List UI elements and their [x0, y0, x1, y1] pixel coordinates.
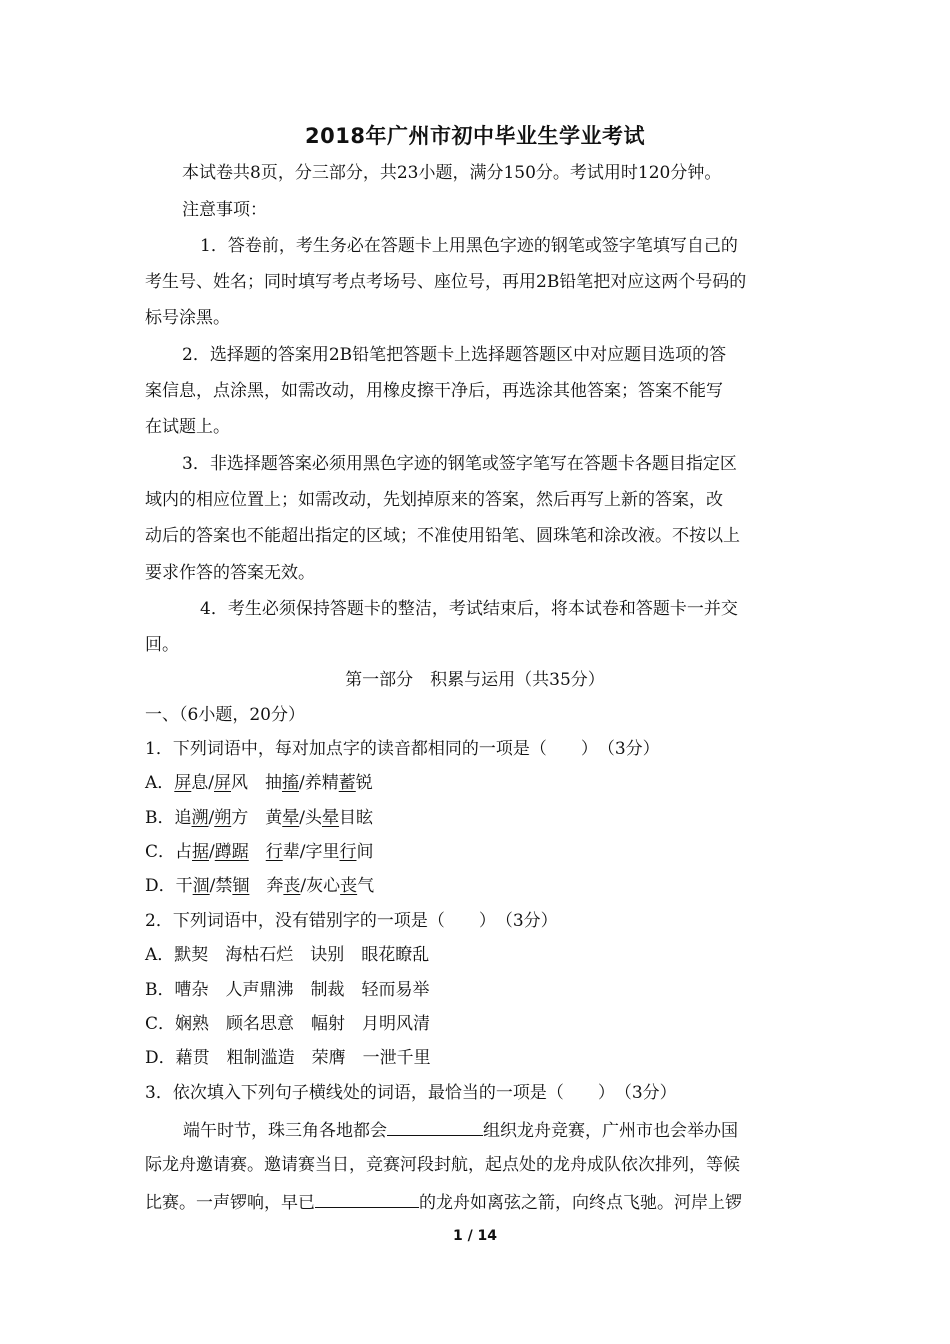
q2-option-b: B．嘈杂 人声鼎沸 制裁 轻而易举 — [145, 980, 430, 1000]
marked-char: 行 — [265, 842, 283, 862]
text: 方 黄 — [231, 808, 283, 828]
text: 比赛。一声锣响，早已 — [145, 1193, 315, 1213]
q1-option-b — [145, 806, 373, 830]
text: /头 — [299, 808, 322, 828]
note-4-line-1: 4．考生必须保持答题卡的整洁，考试结束后，将本试卷和答题卡一并交 — [200, 599, 738, 619]
note-1-line-1: 1．答卷前，考生务必在答题卡上用黑色字迹的钢笔或签字笔填写自己的 — [200, 236, 738, 256]
text: 端午时节，珠三角各地都会 — [183, 1121, 387, 1141]
q2-option-c: C．娴熟 顾名思意 幅射 月明风清 — [145, 1014, 431, 1034]
text: 锐 — [355, 773, 373, 793]
marked-char: 丧 — [340, 876, 358, 896]
marked-char: 锢 — [232, 876, 250, 896]
marked-char: 朔 — [214, 808, 232, 828]
marked-char: 蹲踞 — [214, 842, 249, 862]
text: 息/ — [191, 773, 215, 793]
marked-char: 行 — [339, 842, 357, 862]
fill-in-blank — [387, 1117, 483, 1136]
q2-option-a: A．默契 海枯石烂 诀别 眼花瞭乱 — [145, 945, 430, 965]
document-title: 2018年广州市初中毕业生学业考试 — [305, 124, 645, 148]
marked-char: 晕 — [321, 808, 339, 828]
section1-heading: 一、（6小题，20分） — [145, 705, 305, 725]
text: 间 — [356, 842, 374, 862]
text: D．干 — [145, 876, 193, 896]
text: /养精 — [299, 773, 339, 793]
q1-option-c — [145, 840, 373, 864]
intro-text: 本试卷共8页，分三部分，共23小题，满分150分。考试用时120分钟。 — [182, 163, 722, 183]
marked-char: 屏 — [214, 773, 232, 793]
note-2-line-3: 在试题上。 — [145, 417, 230, 437]
notice-heading: 注意事项： — [182, 200, 267, 220]
text: / — [208, 808, 215, 828]
text: 的龙舟如离弦之箭，向终点飞驰。河岸上锣 — [419, 1193, 742, 1213]
text: /灰心 — [300, 876, 341, 896]
note-3-line-4: 要求作答的答案无效。 — [145, 563, 315, 583]
text: 组织龙舟竞赛，广州市也会举办国 — [483, 1121, 738, 1141]
text: B．追 — [145, 808, 192, 828]
marked-char: 溯 — [191, 808, 209, 828]
marked-char: 晕 — [282, 808, 300, 828]
q3-passage-line-2: 际龙舟邀请赛。邀请赛当日，竞赛河段封航，起点处的龙舟成队依次排列，等候 — [145, 1155, 740, 1175]
fill-in-blank — [315, 1189, 419, 1208]
q1-option-d — [145, 874, 374, 898]
note-3-line-2: 域内的相应位置上；如需改动，先划掉原来的答案，然后再写上新的答案，改 — [145, 490, 723, 510]
text — [249, 842, 266, 862]
q1-option-a — [145, 771, 373, 795]
marked-char: 据 — [192, 842, 210, 862]
note-4-line-2: 回。 — [145, 635, 179, 655]
text: /禁 — [209, 876, 233, 896]
q2-stem: 2．下列词语中，没有错别字的一项是（ ） （3分） — [145, 911, 558, 931]
marked-char: 丧 — [283, 876, 301, 896]
text: 目眩 — [338, 808, 373, 828]
note-3-line-1: 3．非选择题答案必须用黑色字迹的钢笔或签字笔写在答题卡各题目指定区 — [182, 454, 737, 474]
q3-passage-line-1 — [183, 1117, 738, 1143]
q2-option-d: D．藉贯 粗制滥造 荣膺 一泄千里 — [145, 1048, 431, 1068]
note-3-line-3: 动后的答案也不能超出指定的区域；不准使用铅笔、圆珠笔和涂改液。不按以上 — [145, 526, 740, 546]
marked-char: 蓄 — [338, 773, 356, 793]
text: A． — [145, 773, 175, 793]
note-1-line-3: 标号涂黑。 — [145, 308, 230, 328]
q3-passage-line-3 — [145, 1189, 742, 1215]
page-number: 1 / 14 — [452, 1228, 498, 1244]
marked-char: 搐 — [282, 773, 300, 793]
note-1-line-2: 考生号、姓名；同时填写考点考场号、座位号，再用2B铅笔把对应这两个号码的 — [145, 272, 747, 292]
text: 风 抽 — [231, 773, 283, 793]
text: / — [209, 842, 215, 862]
text: 奔 — [249, 876, 284, 896]
part1-heading: 第一部分 积累与运用（共35分） — [345, 670, 605, 690]
note-2-line-2: 案信息，点涂黑，如需改动，用橡皮擦干净后，再选涂其他答案；答案不能写 — [145, 381, 723, 401]
marked-char: 涸 — [192, 876, 210, 896]
text: 辈/字里 — [282, 842, 340, 862]
q3-stem: 3．依次填入下列句子横线处的词语，最恰当的一项是（ ） （3分） — [145, 1083, 677, 1103]
q1-stem: 1．下列词语中，每对加点字的读音都相同的一项是（ ） （3分） — [145, 739, 660, 759]
marked-char: 屏 — [174, 773, 192, 793]
text: 气 — [357, 876, 375, 896]
text: C．占 — [145, 842, 193, 862]
note-2-line-1: 2．选择题的答案用2B铅笔把答题卡上选择题答题区中对应题目选项的答 — [182, 345, 727, 365]
